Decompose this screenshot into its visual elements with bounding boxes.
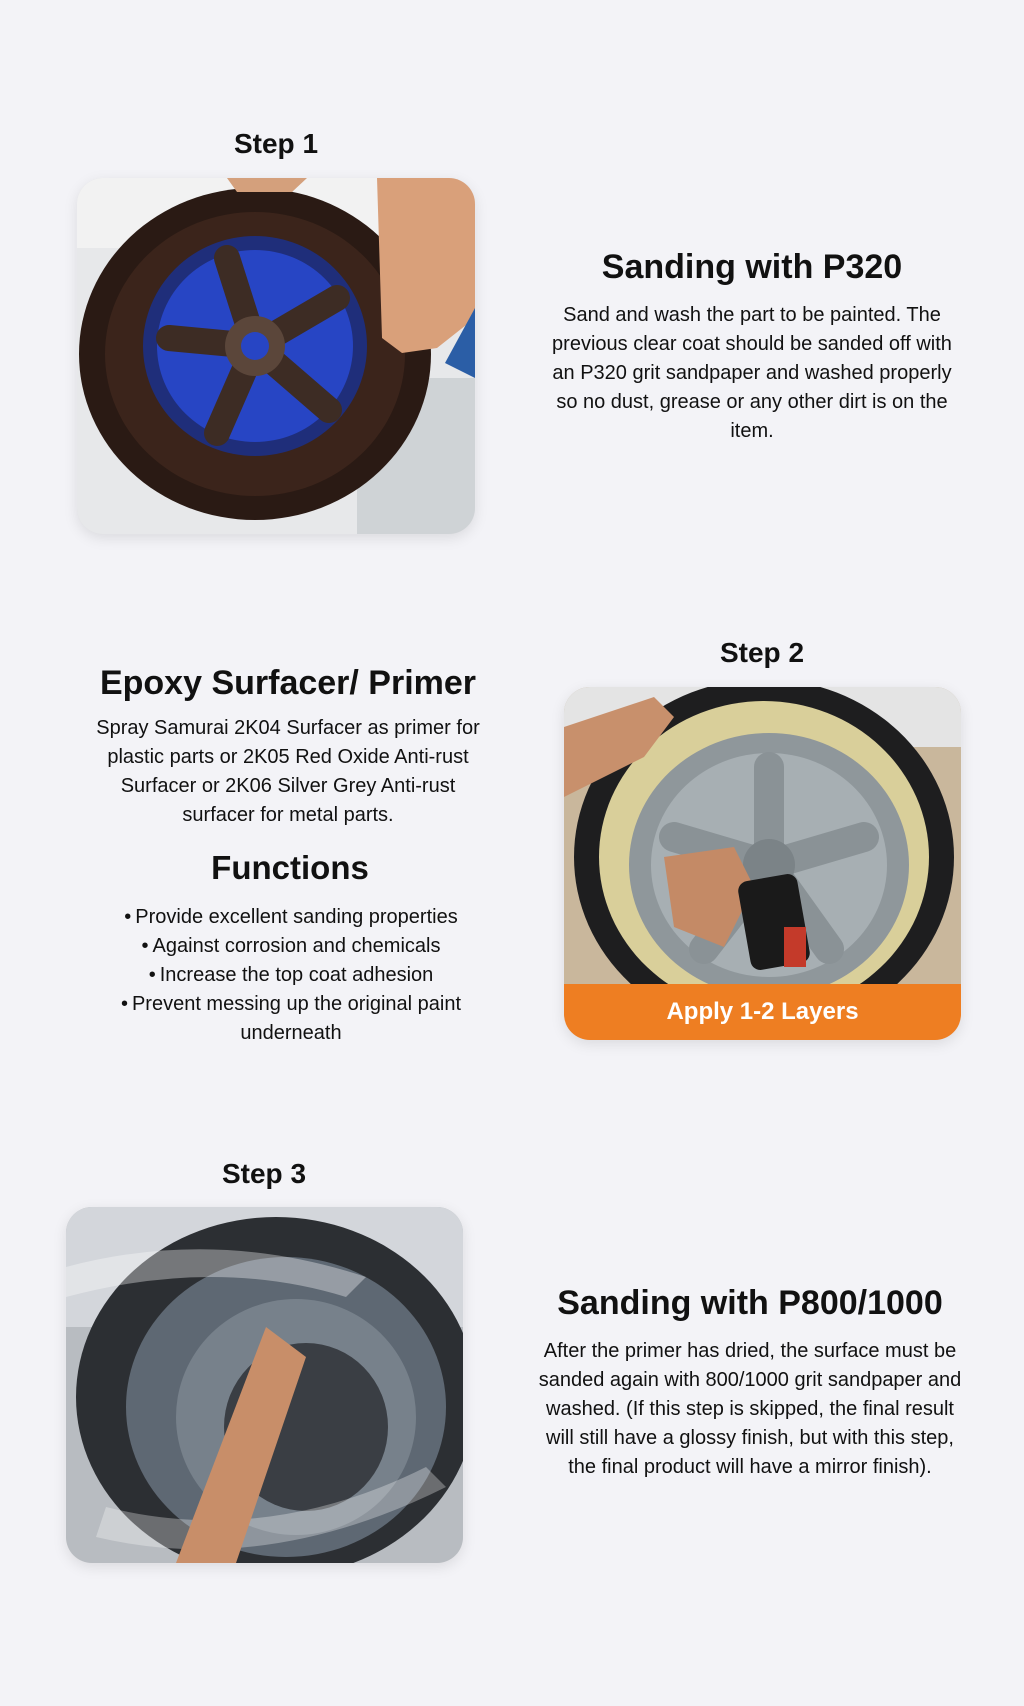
step1-heading: Sanding with P320 <box>601 248 903 286</box>
apply-layers-banner: Apply 1-2 Layers <box>564 984 961 1040</box>
step3-photo <box>66 1207 463 1563</box>
step1-photo <box>77 178 475 534</box>
functions-heading: Functions <box>211 849 369 886</box>
step1-label: Step 1 <box>233 128 319 159</box>
function-item: • Provide excellent sanding properties <box>88 903 494 932</box>
function-item: • Increase the top coat adhesion <box>88 961 494 990</box>
function-item: • Against corrosion and chemicals <box>88 932 494 961</box>
step2-card <box>564 687 961 1040</box>
step3-label: Step 3 <box>221 1158 307 1189</box>
step2-label: Step 2 <box>719 637 805 668</box>
functions-list <box>88 903 494 1048</box>
step2-description: Spray Samurai 2K04 Surfacer as primer for plastic parts or 2K05 Red Oxide Anti-rust Surfacer or 2K06 Silver Grey Anti-rust surfacer for metal parts. <box>96 717 480 826</box>
step1-description: Sand and wash the part to be painted. The previous clear coat should be sanded off with an P320 grit sandpaper and washed properly so no dust, grease or any other dirt is on the item. <box>552 304 952 442</box>
step3-description: After the primer has dried, the surface must be sanded again with 800/1000 grit sandpaper and washed. (If this step is skipped, the final result will still have a glossy finish, but with this step, the final product will have a mirror finish). <box>538 1340 962 1478</box>
function-item: • Prevent messing up the original paint underneath <box>88 990 494 1048</box>
step3-heading: Sanding with P800/1000 <box>557 1284 943 1322</box>
step2-heading: Epoxy Surfacer/ Primer <box>99 664 477 702</box>
